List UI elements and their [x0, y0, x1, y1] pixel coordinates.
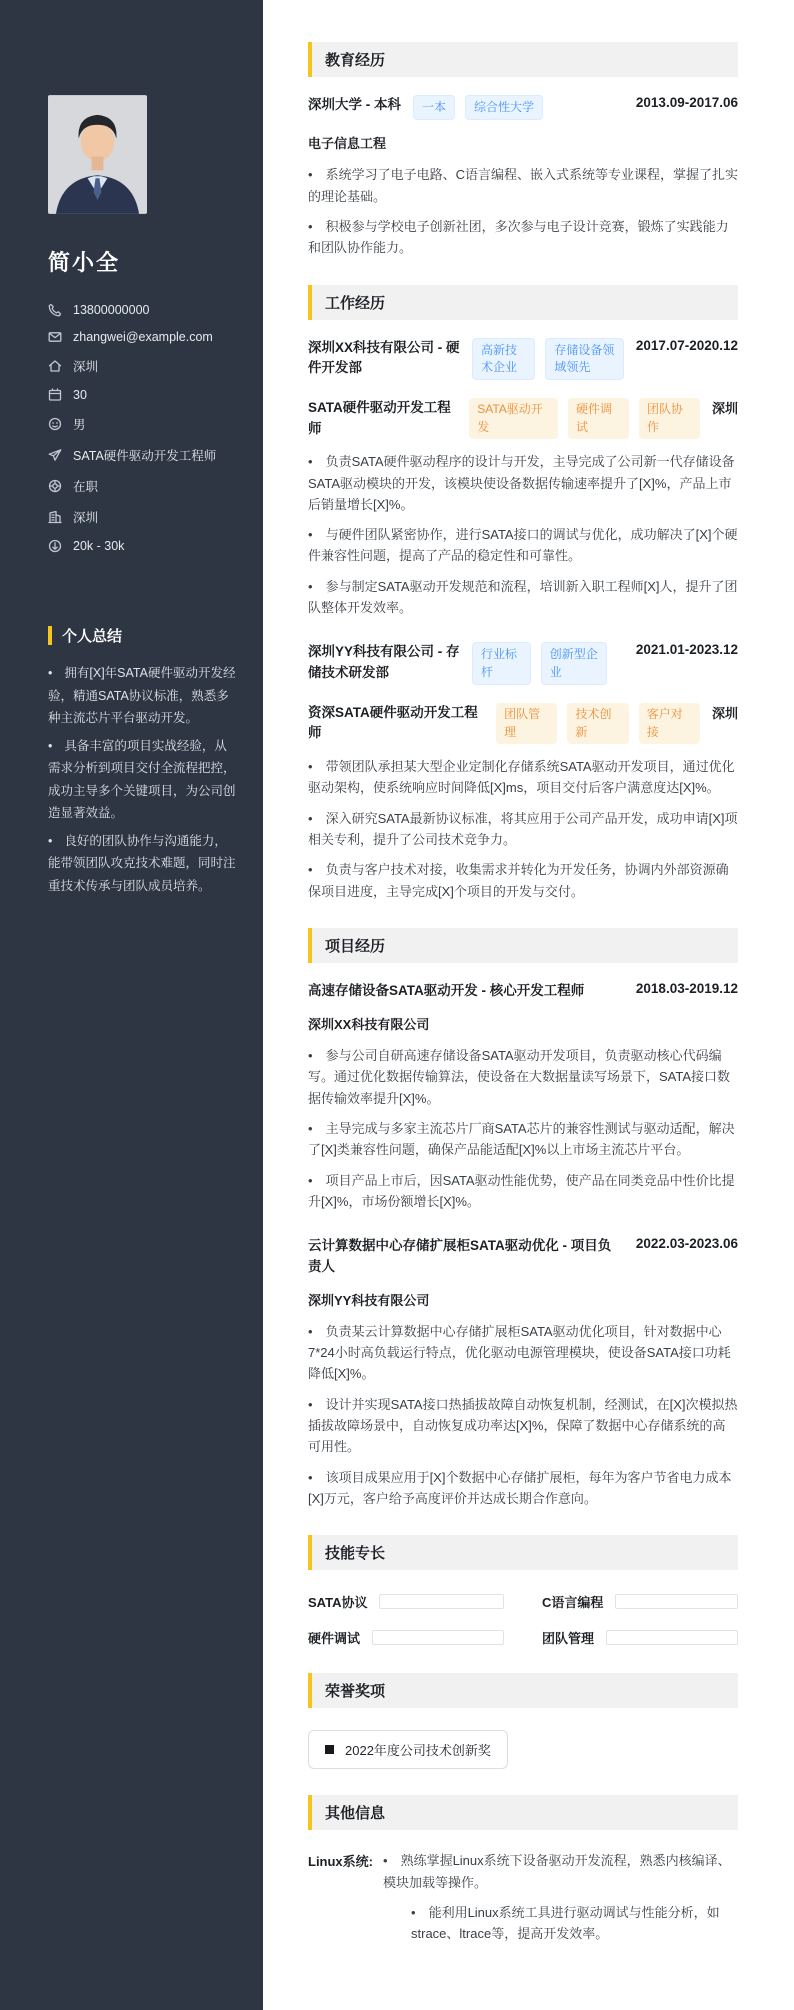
education-title: 教育经历 [325, 52, 386, 69]
school-tag: 一本 [413, 95, 455, 120]
portrait-illustration [48, 95, 147, 214]
other-info-section [308, 1795, 738, 1953]
profile-photo [48, 95, 147, 214]
contact-gender [48, 415, 237, 433]
age-icon [48, 388, 62, 402]
skill-label: SATA协议 [308, 1595, 368, 1611]
job-position-row [308, 398, 738, 439]
resume-main [263, 0, 794, 2010]
company-tag: 高新技术企业 [472, 338, 535, 381]
other-info-header [308, 1795, 738, 1830]
company-tags [472, 642, 607, 685]
work-header [308, 285, 738, 320]
skills-section [308, 1535, 738, 1647]
accent-bar [48, 626, 52, 645]
email-icon [48, 330, 62, 344]
education-bullet: • 积极参与学校电子创新社团，多次参与电子设计竞赛，锻炼了实践能力和团队协作能力。 [308, 216, 738, 259]
skill-item [542, 1592, 738, 1611]
personal-summary-list [48, 662, 237, 897]
skills-grid [308, 1592, 738, 1647]
job-date: 2017.07-2020.12 [635, 337, 738, 353]
other-info-label: Linux系统: [308, 1854, 373, 1870]
city-icon [48, 510, 62, 524]
skill-progress-bar [606, 1630, 738, 1645]
company-tag: 创新型企业 [541, 642, 607, 685]
other-info-bullet: • 能利用Linux系统工具进行驱动调试与性能分析，如strace、ltrace等，提高开发效率。 [411, 1902, 738, 1945]
other-info-bullets [383, 1850, 738, 1953]
job-date: 2021.01-2023.12 [635, 642, 738, 658]
education-date: 2013.09-2017.06 [635, 95, 738, 110]
contact-location-text: 深圳 [73, 360, 99, 374]
project-bullet: • 参与公司自研高速存储设备SATA驱动开发项目，负责驱动核心代码编写。通过优化数据传输算法，使设备在大数据量读写场景下，SATA接口数据传输效率提升[X]%。 [308, 1045, 738, 1109]
contact-salary [48, 539, 237, 553]
job-entry [308, 338, 738, 619]
project-bullets [308, 1045, 738, 1212]
honors-header [308, 1673, 738, 1708]
job-location: 深圳 [711, 706, 738, 722]
projects-title: 项目经历 [325, 937, 386, 955]
job-position-row [308, 703, 738, 744]
personal-summary-section [48, 625, 237, 897]
job-location: 深圳 [711, 401, 738, 417]
project-bullets [308, 1321, 738, 1510]
project-date: 2018.03-2019.12 [635, 980, 738, 996]
sidebar [0, 0, 263, 2010]
work-title: 工作经历 [325, 294, 386, 312]
project-bullet: • 该项目成果应用于[X]个数据中心存储扩展柜，每年为客户节省电力成本[X]万元，客户给予高度评价并达成长期合作意向。 [308, 1467, 738, 1510]
job-bullet: • 深入研究SATA最新协议标准，将其应用于公司产品开发，成功申请[X]项相关专利，提升了公司技术竞争力。 [308, 808, 738, 851]
job-bullet: • 参与制定SATA驱动开发规范和流程，培训新入职工程师[X]人，提升了团队整体开发效率。 [308, 576, 738, 619]
project-company: 深圳YY科技有限公司 [308, 1292, 430, 1308]
project-title-row [308, 1236, 738, 1277]
honor-text: 2022年度公司技术创新奖 [345, 1743, 491, 1759]
personal-summary-title: 个人总结 [62, 628, 123, 645]
home-icon [48, 359, 62, 373]
position-name: 资深SATA硬件驱动开发工程师 [308, 705, 478, 741]
project-bullet: • 项目产品上市后，因SATA驱动性能优势，使产品在同类竞品中性价比提升[X]%，市场份额增长[X]%。 [308, 1170, 738, 1213]
contact-job-title-text: SATA硬件驱动开发工程师 [73, 449, 217, 463]
project-title-row [308, 981, 738, 1001]
position-tag: 技术创新 [567, 703, 628, 744]
job-entry [308, 642, 738, 901]
award-square-icon [325, 1745, 334, 1754]
contact-age-text: 30 [73, 388, 87, 402]
project-date: 2022.03-2023.06 [635, 1236, 738, 1252]
project-bullet: • 负责某云计算数据中心存储扩展柜SATA驱动优化项目，针对数据中心7*24小时高负载运行特点，优化驱动电源管理模块，使设备SATA接口功耗降低[X]%。 [308, 1321, 738, 1385]
job-bullet: • 负责与客户技术对接，收集需求并转化为开发任务，协调内外部资源确保项目进度，主导完成[X]个项目的开发与交付。 [308, 859, 738, 902]
projects-section [308, 928, 738, 1509]
skill-progress-bar [372, 1630, 504, 1645]
contact-status-text: 在职 [73, 480, 99, 494]
job-bullets [308, 451, 738, 618]
projects-header [308, 928, 738, 963]
job-bullet: • 负责SATA硬件驱动程序的设计与开发，主导完成了公司新一代存储设备SATA驱动模块的开发，该模块使设备数据传输速率提升了[X]%，产品上市后销量增长[X]%。 [308, 451, 738, 515]
skill-progress-bar [615, 1594, 738, 1609]
job-company-row [308, 642, 738, 685]
status-icon [48, 479, 62, 493]
personal-summary-header [48, 625, 237, 646]
education-bullets [308, 164, 738, 258]
contact-phone-text: 13800000000 [73, 303, 150, 317]
work-section [308, 285, 738, 902]
project-bullet: • 主导完成与多家主流芯片厂商SATA芯片的兼容性测试与驱动适配，解决了[X]类兼容性问题，确保产品能适配[X]%以上市场主流芯片平台。 [308, 1118, 738, 1161]
company-tag: 行业标杆 [472, 642, 531, 685]
company-tag: 存储设备领域领先 [545, 338, 624, 381]
phone-icon [48, 303, 62, 317]
contact-job-title [48, 446, 237, 464]
other-info-row [308, 1850, 738, 1953]
salary-icon [48, 539, 62, 553]
contact-list [48, 303, 237, 553]
position-tag: 团队协作 [639, 398, 700, 439]
skill-label: 团队管理 [542, 1631, 595, 1647]
honor-badge [308, 1730, 508, 1769]
contact-age [48, 388, 237, 402]
school-tag: 综合性大学 [465, 95, 543, 120]
project-company: 深圳XX科技有限公司 [308, 1017, 430, 1033]
other-info-title: 其他信息 [325, 1805, 386, 1823]
company-name: 深圳XX科技有限公司 - 硬件开发部 [308, 339, 460, 375]
project-name: 高速存储设备SATA驱动开发 - 核心开发工程师 [308, 982, 585, 998]
contact-city [48, 508, 237, 526]
major-name: 电子信息工程 [308, 136, 387, 152]
company-tags [472, 338, 624, 381]
position-tags [469, 398, 700, 439]
position-tag: SATA驱动开发 [469, 398, 558, 439]
contact-phone [48, 303, 237, 317]
contact-email [48, 330, 237, 344]
skill-label: 硬件调试 [308, 1631, 361, 1647]
school-name: 深圳大学 - 本科 [308, 97, 401, 112]
project-bullet: • 设计并实现SATA接口热插拔故障自动恢复机制，经测试，在[X]次模拟热插拔故障场景中，自动恢复成功率达[X]%，保障了数据中心存储系统的高可用性。 [308, 1394, 738, 1458]
gender-icon [48, 417, 62, 431]
company-name: 深圳YY科技有限公司 - 存储技术研发部 [308, 644, 460, 680]
education-entry-row [308, 95, 738, 120]
honors-section [308, 1673, 738, 1769]
contact-location [48, 357, 237, 375]
position-tag: 硬件调试 [568, 398, 629, 439]
contact-gender-text: 男 [73, 418, 86, 432]
project-name: 云计算数据中心存储扩展柜SATA驱动优化 - 项目负责人 [308, 1238, 612, 1274]
project-entry [308, 1236, 738, 1509]
summary-bullet: • 具备丰富的项目实战经验，从需求分析到项目交付全流程把控，成功主导多个关键项目，为公司创造显著效益。 [48, 735, 237, 825]
position-name: SATA硬件驱动开发工程师 [308, 400, 451, 436]
job-bullets [308, 756, 738, 902]
position-tags [496, 703, 700, 744]
job-bullet: • 与硬件团队紧密协作，进行SATA接口的调试与优化，成功解决了[X]个硬件兼容性问题，提高了产品的稳定性和可靠性。 [308, 524, 738, 567]
education-header [308, 42, 738, 77]
contact-city-text: 深圳 [73, 511, 99, 525]
job-title-icon [48, 448, 62, 462]
job-bullet: • 带领团队承担某大型企业定制化存储系统SATA驱动开发项目，通过优化驱动架构，使系统响应时间降低[X]ms，项目交付后客户满意度达[X]%。 [308, 756, 738, 799]
position-tag: 客户对接 [639, 703, 700, 744]
position-tag: 团队管理 [496, 703, 557, 744]
education-bullet: • 系统学习了电子电路、C语言编程、嵌入式系统等专业课程，掌握了扎实的理论基础。 [308, 164, 738, 207]
skills-header [308, 1535, 738, 1570]
job-company-row [308, 338, 738, 381]
contact-salary-text: 20k - 30k [73, 539, 125, 553]
other-info-bullet: • 熟练掌握Linux系统下设备驱动开发流程，熟悉内核编译、模块加载等操作。 [383, 1850, 738, 1893]
education-section [308, 42, 738, 259]
contact-status [48, 477, 237, 495]
skill-item [308, 1592, 504, 1611]
contact-email-text: zhangwei@example.com [73, 330, 213, 344]
candidate-name: 简小全 [48, 250, 121, 275]
skill-item [542, 1628, 738, 1647]
skills-title: 技能专长 [325, 1545, 386, 1563]
honors-title: 荣誉奖项 [325, 1683, 386, 1701]
skill-label: C语言编程 [542, 1595, 604, 1611]
summary-bullet: • 良好的团队协作与沟通能力，能带领团队攻克技术难题，同时注重技术传承与团队成员培养。 [48, 830, 237, 898]
skill-progress-bar [379, 1594, 504, 1609]
school-tags [413, 95, 543, 120]
skill-item [308, 1628, 504, 1647]
project-entry [308, 981, 738, 1212]
summary-bullet: • 拥有[X]年SATA硬件驱动开发经验，精通SATA协议标准，熟悉多种主流芯片平台驱动开发。 [48, 662, 237, 730]
